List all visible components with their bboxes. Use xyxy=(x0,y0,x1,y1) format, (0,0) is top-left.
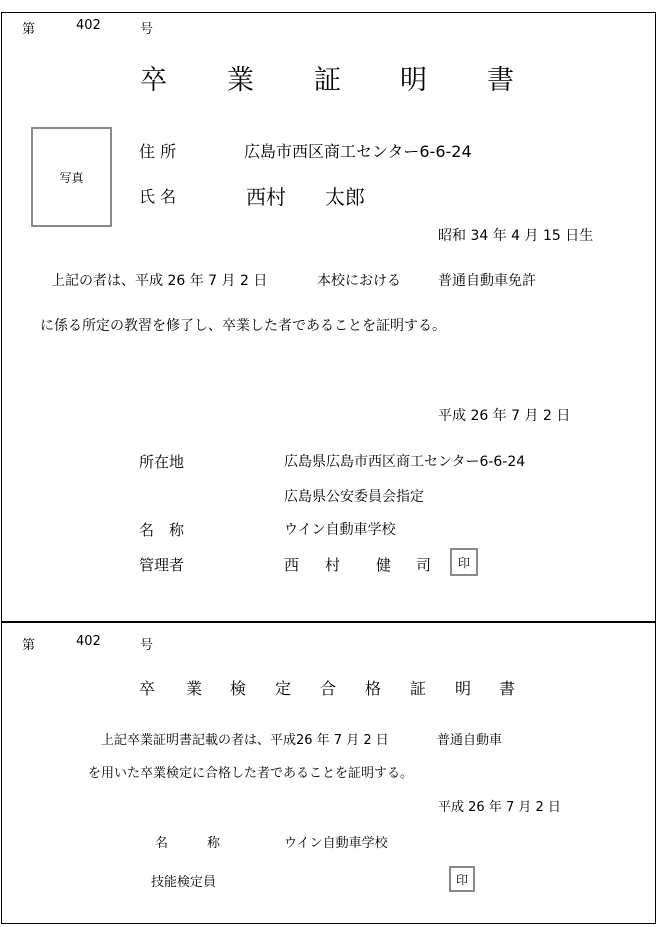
seal-label: 印 xyxy=(455,872,468,887)
title-char: 卒 xyxy=(139,679,156,698)
birth-date: 昭和 34 年 4 月 15 日生 xyxy=(438,228,594,244)
manager-name-char: 健 xyxy=(376,556,392,574)
exam-school-name: ウイン自動車学校 xyxy=(284,836,388,851)
name-surname: 西村 xyxy=(246,185,286,209)
title-char: 業 xyxy=(186,679,203,698)
title-char: 合 xyxy=(320,679,337,698)
title-char: 定 xyxy=(275,679,292,698)
examiner-seal xyxy=(449,866,475,892)
title-char: 格 xyxy=(365,679,382,698)
body-text-line1: 上記の者は、平成 26 年 7 月 2 日 xyxy=(51,273,268,289)
manager-name-char: 司 xyxy=(416,556,432,574)
certificate-number-suffix: 号 xyxy=(140,22,154,37)
manager-label: 管理者 xyxy=(139,556,185,574)
certificate-number: 402 xyxy=(76,18,101,33)
exam-school-label-a: 名 xyxy=(155,836,169,851)
title-char: 卒 xyxy=(140,65,167,96)
certificate-number-suffix: 号 xyxy=(140,638,154,653)
photo-label: 写真 xyxy=(59,170,84,185)
certificate-number-prefix: 第 xyxy=(22,638,36,653)
photo-placeholder xyxy=(31,127,112,227)
certificate-number: 402 xyxy=(76,634,101,649)
vehicle-type: 普通自動車 xyxy=(437,733,503,748)
designation-text: 広島県公安委員会指定 xyxy=(284,489,424,505)
issue-date: 平成 26 年 7 月 2 日 xyxy=(438,408,571,424)
certificate-number-prefix: 第 xyxy=(22,22,36,37)
exam-body-line2: を用いた卒業検定に合格した者であることを証明する。 xyxy=(88,766,414,781)
title-char: 明 xyxy=(455,679,472,698)
title-char: 書 xyxy=(487,65,514,96)
seal-label: 印 xyxy=(457,555,470,570)
body-text-line2: に係る所定の教習を修了し、卒業した者であることを証明する。 xyxy=(40,318,446,334)
exam-body-line1: 上記卒業証明書記載の者は、平成26 年 7 月 2 日 xyxy=(101,733,389,748)
examiner-label: 技能検定員 xyxy=(151,875,217,890)
title-char: 業 xyxy=(227,65,254,96)
title-char: 書 xyxy=(499,679,516,698)
body-text-line1-school: 本校における xyxy=(317,273,401,289)
name-label: 氏 名 xyxy=(139,187,177,206)
title-char: 証 xyxy=(314,65,341,96)
manager-name-char: 西 xyxy=(284,556,300,574)
title-char: 証 xyxy=(410,679,427,698)
location-value: 広島県広島市西区商工センター6-6-24 xyxy=(284,454,526,470)
manager-seal xyxy=(450,548,478,576)
manager-name-char: 村 xyxy=(325,556,341,574)
school-label: 名 称 xyxy=(139,521,185,539)
name-given: 太郎 xyxy=(325,185,365,209)
title-char: 検 xyxy=(230,679,247,698)
exam-school-label-b: 称 xyxy=(207,836,221,851)
address-value: 広島市西区商工センター6-6-24 xyxy=(244,142,472,161)
license-type: 普通自動車免許 xyxy=(438,273,536,289)
school-name: ウイン自動車学校 xyxy=(284,522,396,538)
exam-issue-date: 平成 26 年 7 月 2 日 xyxy=(438,800,561,815)
address-label: 住 所 xyxy=(139,142,177,161)
location-label: 所在地 xyxy=(139,453,185,471)
title-char: 明 xyxy=(400,65,427,96)
